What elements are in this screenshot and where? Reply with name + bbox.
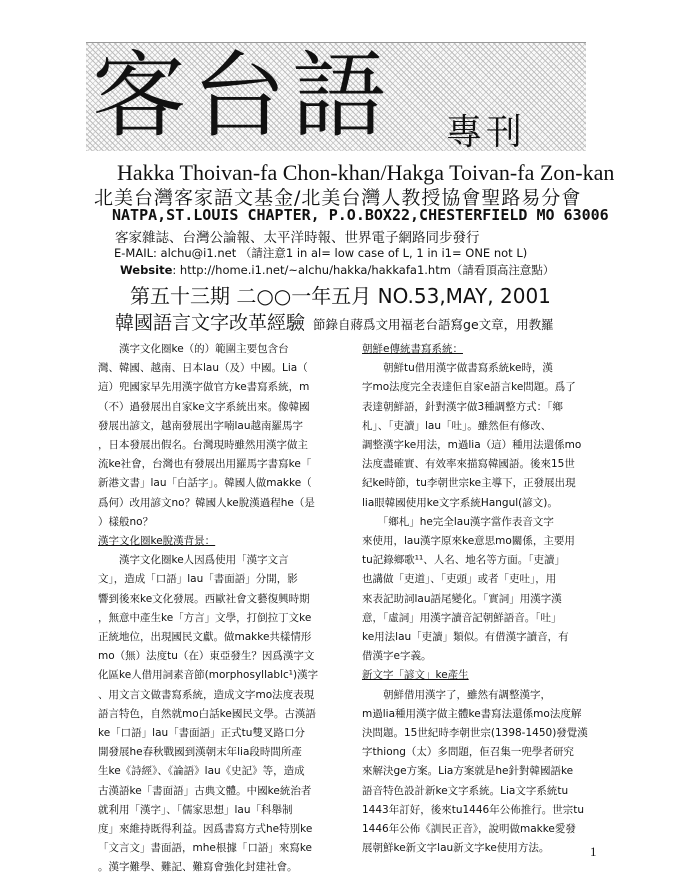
issue-line: 第五十三期 二○○一年五月 NO.53,MAY, 2001 (130, 284, 551, 308)
article-line: 開發展he春秋戰國到漢朝末年lia段時間所產 (98, 746, 302, 759)
article-line: 漢字文化圈ke人因爲使用「漢字文言 (98, 554, 289, 567)
article-line: 「文言文」書面語，mhe根據「口語」來寫ke (98, 842, 313, 855)
media-partners: 客家雜誌、台灣公論報、太平洋時報、世界電子網路同步發行 (115, 230, 480, 246)
organizations: 北美台灣客家語文基金/北美台灣人教授協會聖路易分會 (94, 187, 582, 209)
article-line: m過lia種用漢字做主體ke書寫法還係mo法度解 (362, 707, 582, 720)
article-line: 。漢字難學、難記、難寫會強化封建社會。 (98, 861, 298, 874)
article-line: ，日本發展出假名。台灣現時雖然用漢字做主 (98, 439, 308, 452)
article-line: 表達朝鮮語，針對漢字做3種調整方式：「鄉 (362, 400, 563, 413)
article-line: 來使用，lau漢字原來ke意思mo關係，主要用 (362, 535, 575, 548)
article-line: 這）兜國家早先用漢字做官方ke書寫系統，m (98, 381, 310, 394)
article-line: mo（無）法度tu（在）東亞發生？因爲漢字文 (98, 650, 315, 663)
page-number: 1 (590, 844, 597, 859)
website-url: : http://home.i1.net/~alchu/hakka/hakkafa1.htm（請看頂高注意點） (172, 263, 555, 277)
article-headline: 韓國語言文字改革經驗 (115, 312, 306, 334)
article-line: 朝鮮借用漢字了，雖然有調整漢字， (362, 688, 551, 701)
hakka-romanized-title: Hakka Thoivan-fa Chon-khan/Hakga Toivan-fa Zon-kan (117, 160, 615, 185)
article-line: 1446年公佈《訓民正音》，說明做makke愛發 (362, 823, 576, 836)
article-headline-row (115, 308, 554, 335)
article-line: 意，「虛詞」用漢字讀音記朝鮮語音。「吐」 (362, 611, 562, 624)
article-line: 來表記助詞lau語尾變化。「實詞」用漢字漢 (362, 592, 562, 605)
article-line: 1443年訂好，後來tu1446年公佈推行。世宗tu (362, 803, 584, 816)
right-column (362, 340, 602, 858)
website-label: Website (120, 263, 173, 277)
article-line: 字thiong（太）多問題，佢召集一兜學者研究 (362, 746, 574, 759)
section-heading: 漢字文化圈ke脫漢背景： (98, 535, 216, 548)
article-line: 借漢字e字義。 (362, 650, 432, 663)
email-line: E-MAIL: alchu@i1.net （請注意1 in al= low case of L, 1 in i1= ONE not L) (114, 246, 528, 260)
article-line: tu記錄鄉歌¹¹、人名、地名等方面。「吏讀」 (362, 554, 565, 567)
article-line: 調整漢字ke用法，m過lia（這）種用法還係mo (362, 439, 582, 452)
article-line: 響到後來ke文化發展。西歐社會文藝復興時期 (98, 592, 310, 605)
section-heading: 新文字「諺文」ke產生 (362, 669, 469, 682)
article-line: 漢字文化圈ke（的）範圍主要包含台 (98, 343, 289, 355)
article-line: （不）過發展出自家ke文字系統出來。像韓國 (98, 400, 310, 413)
article-line: 灣、韓國、越南、日本lau（及）中國。Lia（ (98, 362, 308, 375)
article-source-note: 節錄自蔣爲文用福老台語寫ge文章，用教羅 (313, 317, 554, 332)
article-line: ）樣般no？ (98, 515, 154, 528)
article-line: 來解決ge方案。Lia方案就是he針對韓國語ke (362, 765, 574, 778)
article-line: 流ke社會，台灣也有發展出用羅馬字書寫ke「 (98, 458, 312, 471)
article-line: 爲何）改用諺文no？韓國人ke脫漢過程he（是 (98, 496, 315, 509)
article-line: 語音特色設計新ke文字系統。Lia文字系統tu (362, 784, 569, 797)
article-line: 也講做「吏道」、「吏頭」或者「吏吐」，用 (362, 573, 557, 586)
article-line: 正統地位，出現國民文獻。做makke共樣情形 (98, 631, 312, 644)
postal-address: NATPA,ST.LOUIS CHAPTER, P.O.BOX22,CHESTERFIELD MO 63006 (112, 206, 609, 224)
masthead-subtitle: 專刊 (446, 112, 527, 153)
article-line: 「鄉札」he完全lau漢字當作表音文字 (362, 515, 554, 528)
article-line: 新港文書」lau「白話字」。韓國人做makke（ (98, 477, 312, 490)
article-line: lia眼韓國使用ke文字系統Hangul(諺文)。 (362, 496, 558, 509)
article-line: 生ke《詩經》、《論語》lau《史記》等，造成 (98, 765, 305, 778)
article-line: 化區ke人借用詞素音節(morphosyllablc¹)漢字 (98, 669, 319, 682)
article-line: 決問題。15世紀時李朝世宗(1398-1450)發覺漢 (362, 727, 588, 740)
article-line: 朝鮮tu借用漢字做書寫系統ke時，漢 (362, 362, 553, 375)
section-heading: 朝鮮e傳統書寫系統： (362, 343, 463, 355)
article-line: 度」來維持既得利益。因爲書寫方式he特別ke (98, 823, 313, 836)
article-line: 語言特色，自然就mo白話ke國民文學。古漢語 (98, 707, 316, 720)
website-line (120, 262, 554, 278)
article-line: 法度盡確實、有效率來描寫韓國語。後來15世 (362, 458, 575, 471)
article-line: 發展出諺文，越南發展出字喃lau越南羅馬字 (98, 419, 304, 432)
article-line: ke「口語」lau「書面語」正式tu雙叉路口分 (98, 727, 305, 740)
article-line: 紀ke時節，tu李朝世宗ke主導下，正發展出現 (362, 477, 576, 490)
article-line: ke用法lau「吏讀」類似。有借漢字讀音，有 (362, 631, 569, 644)
article-line: 、用文言文做書寫系統，造成文字mo法度表現 (98, 688, 315, 701)
article-line: 文」，造成「口語」lau「書面語」分開，影 (98, 573, 298, 586)
article-line: 古漢語ke「書面語」古典文體。中國ke統治者 (98, 784, 312, 797)
article-line: 就利用「漢字」、「儒家思想」lau「科舉制 (98, 803, 293, 816)
masthead-title: 客台語 (92, 42, 393, 151)
article-line: 字mo法度完全表達佢自家e語言ke問題。爲了 (362, 381, 576, 394)
article-line: ，無意中產生ke「方言」文學，打倒拉丁文ke (98, 611, 312, 624)
article-line: 展朝鮮ke新文字lau新文字ke使用方法。 (362, 842, 550, 855)
article-line: 札」、「吏讀」lau「吐」。雖然佢有修改、 (362, 419, 552, 432)
left-column (98, 340, 333, 878)
